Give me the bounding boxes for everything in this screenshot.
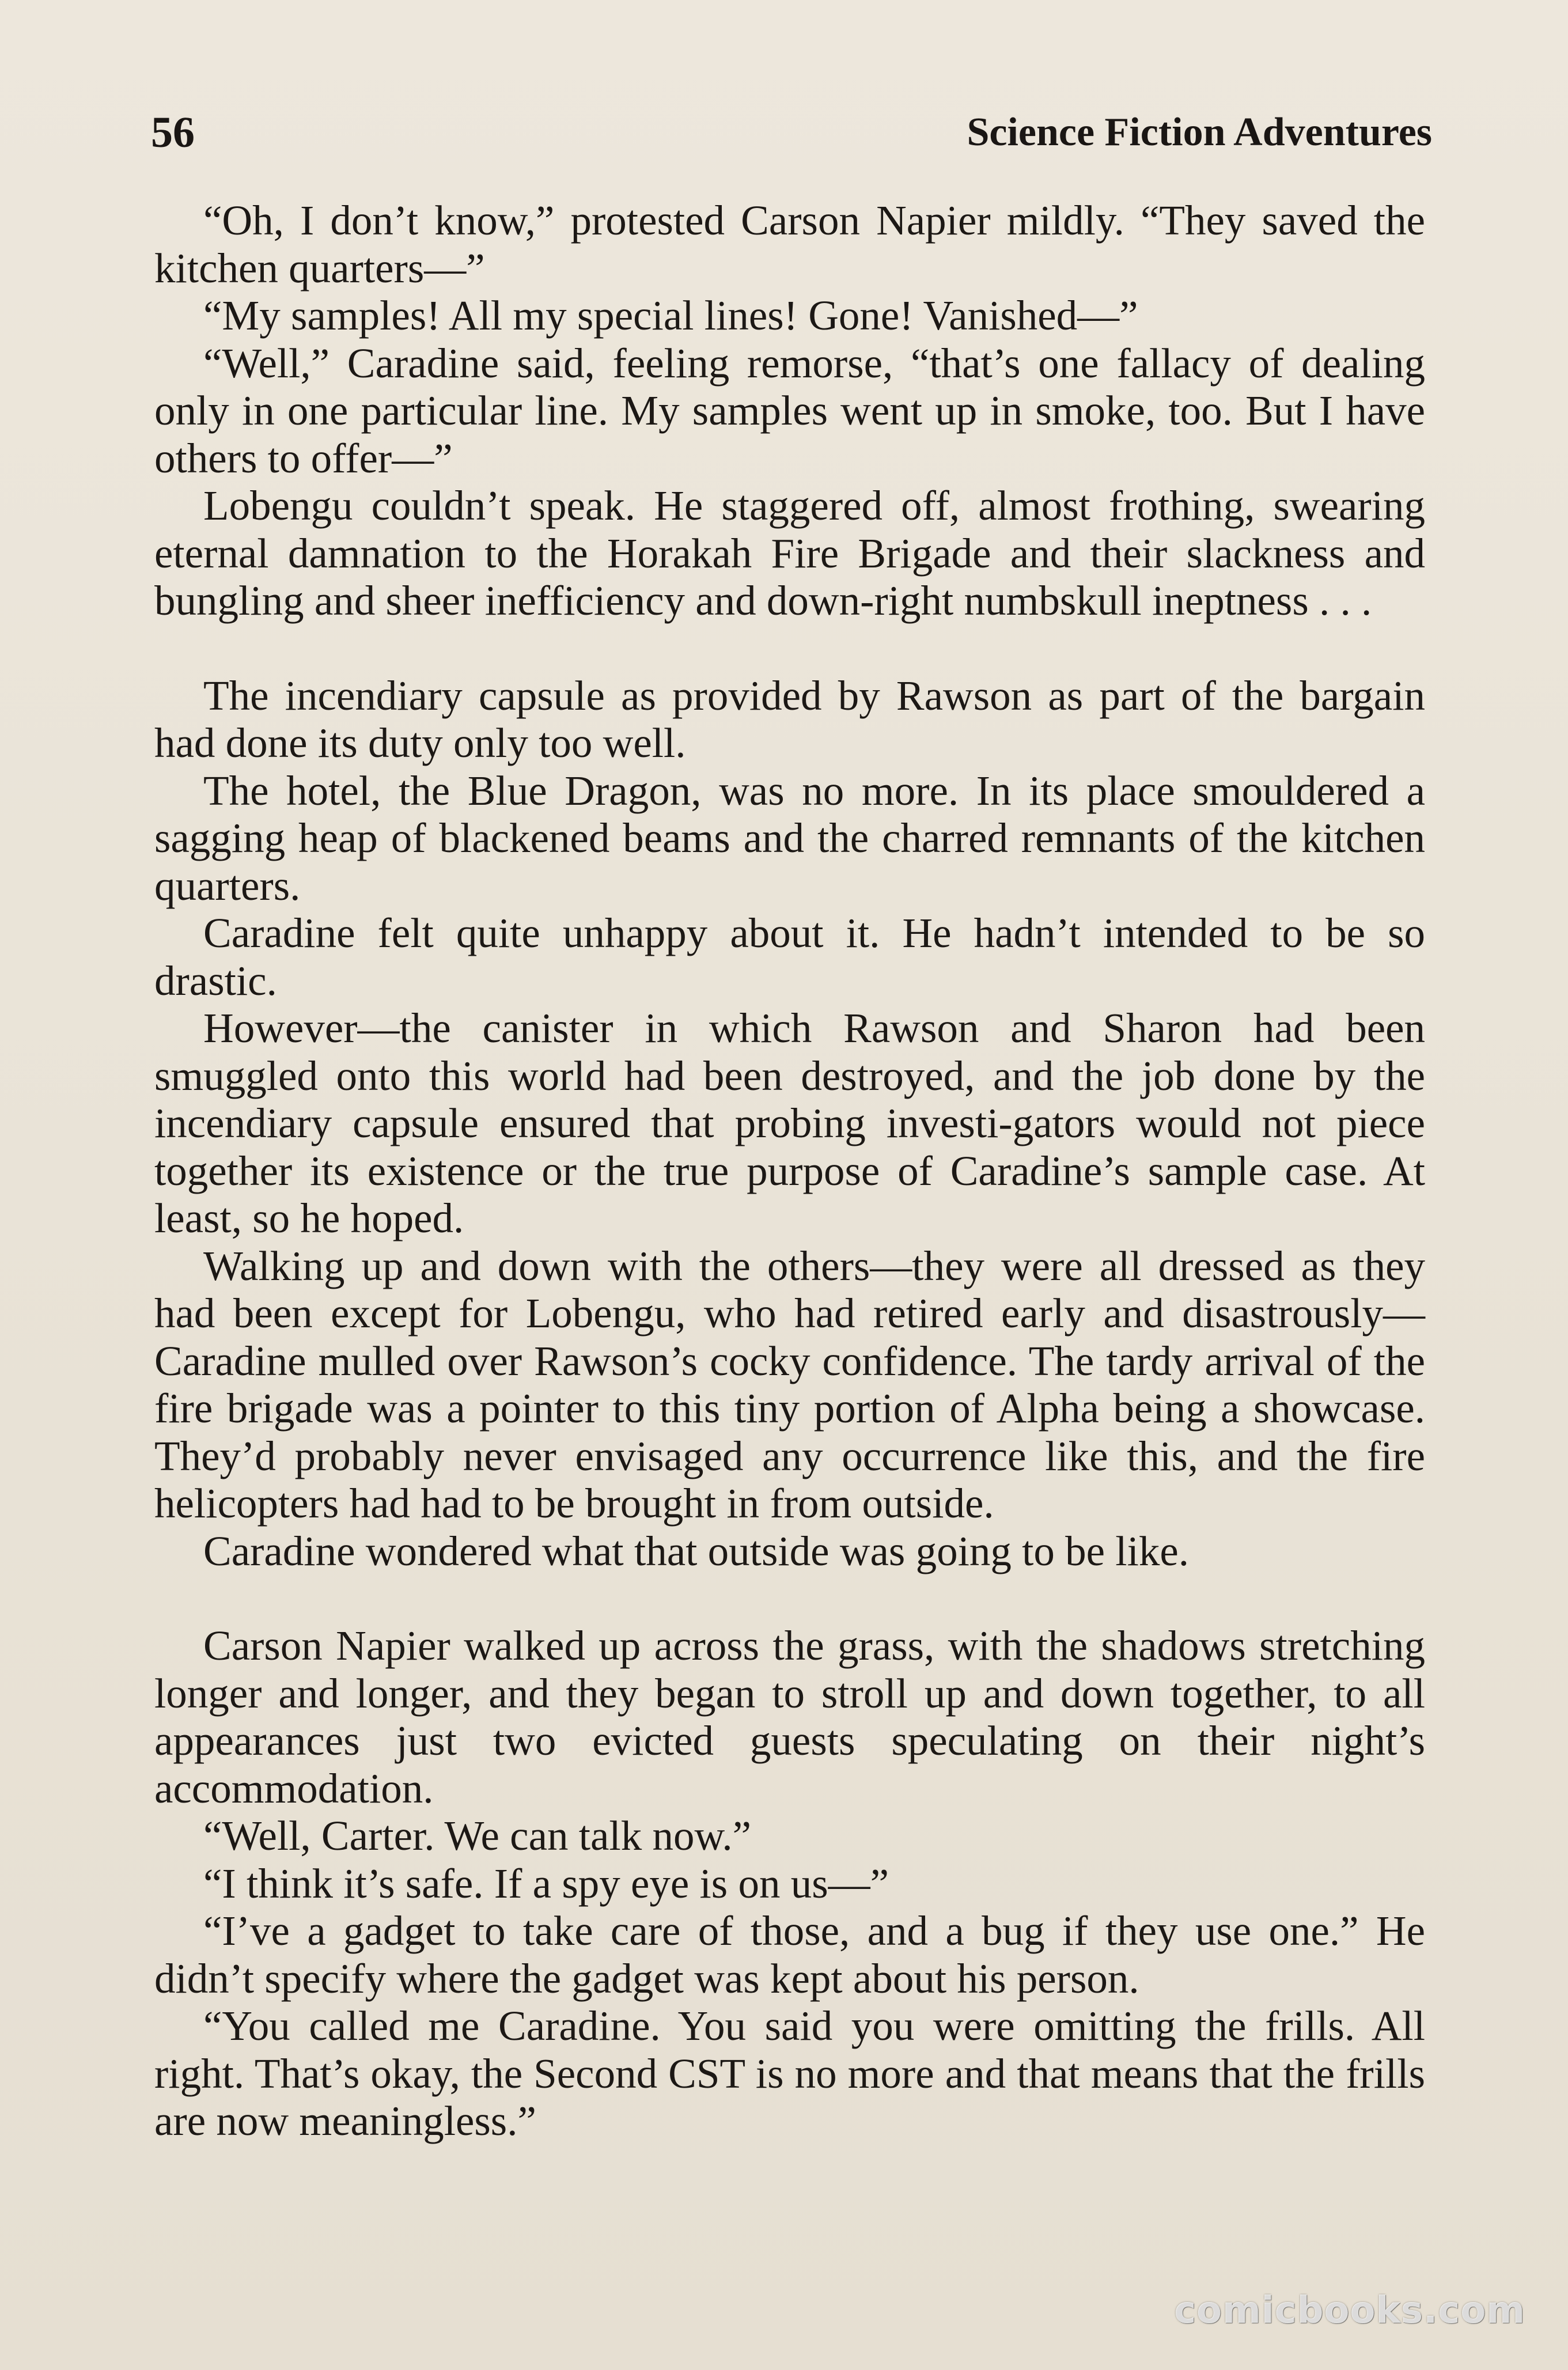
paragraph: “Well,” Caradine said, feeling remorse, “that’s one fallacy of dealing only in one particular line. My samples went up in smoke, too. But I have others to offer—” bbox=[154, 339, 1425, 482]
paragraph: “Well, Carter. We can talk now.” bbox=[203, 1812, 752, 1859]
running-head: Science Fiction Adventures bbox=[967, 110, 1432, 154]
body-text bbox=[154, 197, 1425, 2145]
paragraph: “My samples! All my special lines! Gone! Vanished—” bbox=[203, 292, 1138, 339]
paragraph: The hotel, the Blue Dragon, was no more. In its place smouldered a sagging heap of blackened beams and the charred remnants of the kitchen quarters. bbox=[154, 767, 1425, 909]
paragraph: However—the canister in which Rawson and Sharon had been smuggled onto this world had been destroyed, and the job done by the incendiary capsule ensured that probing investi-gators would not piece together its existence or the true purpose of Caradine’s sample case. At least, so he hoped. bbox=[154, 1005, 1425, 1241]
paragraph: “Oh, I don’t know,” protested Carson Napier mildly. “They saved the kitchen quarters—” bbox=[154, 197, 1425, 291]
paragraph: Caradine wondered what that outside was going to be like. bbox=[203, 1527, 1190, 1574]
watermark: comicbooks.com bbox=[1174, 2289, 1525, 2332]
page-header bbox=[151, 104, 1432, 167]
paragraph: “I think it’s safe. If a spy eye is on us—” bbox=[203, 1860, 889, 1907]
paragraph: Caradine felt quite unhappy about it. He hadn’t intended to be so drastic. bbox=[154, 910, 1425, 1004]
paragraph: Carson Napier walked up across the grass, with the shadows stretching longer and longer, and they began to stroll up and down together, to all appearances just two evicted guests speculating on their night’s accommodation. bbox=[154, 1622, 1425, 1812]
paragraph: Walking up and down with the others—they were all dressed as they had been except for Lobengu, who had retired early and disastrously—Caradine mulled over Rawson’s cocky confidence. The tardy arrival of the fire brigade was a pointer to this tiny portion of Alpha being a showcase. They’d probably never envisaged any occurrence like this, and the fire helicopters had had to be brought in from outside. bbox=[154, 1242, 1425, 1527]
section-break bbox=[154, 1575, 1425, 1622]
paragraph: “I’ve a gadget to take care of those, and a bug if they use one.” He didn’t specify where the gadget was kept about his person. bbox=[154, 1907, 1425, 2002]
paragraph: “You called me Caradine. You said you were omitting the frills. All right. That’s okay, the Second CST is no more and that means that the frills are now meaningless.” bbox=[154, 2002, 1425, 2144]
paragraph: The incendiary capsule as provided by Rawson as part of the bargain had done its duty only too well. bbox=[154, 672, 1425, 766]
paragraph: Lobengu couldn’t speak. He staggered off, almost frothing, swearing eternal damnation to the Horakah Fire Brigade and their slackness and bungling and sheer inefficiency and down-right numbskull ineptness . . . bbox=[154, 482, 1425, 624]
page-number: 56 bbox=[151, 108, 195, 157]
section-break bbox=[154, 625, 1425, 672]
